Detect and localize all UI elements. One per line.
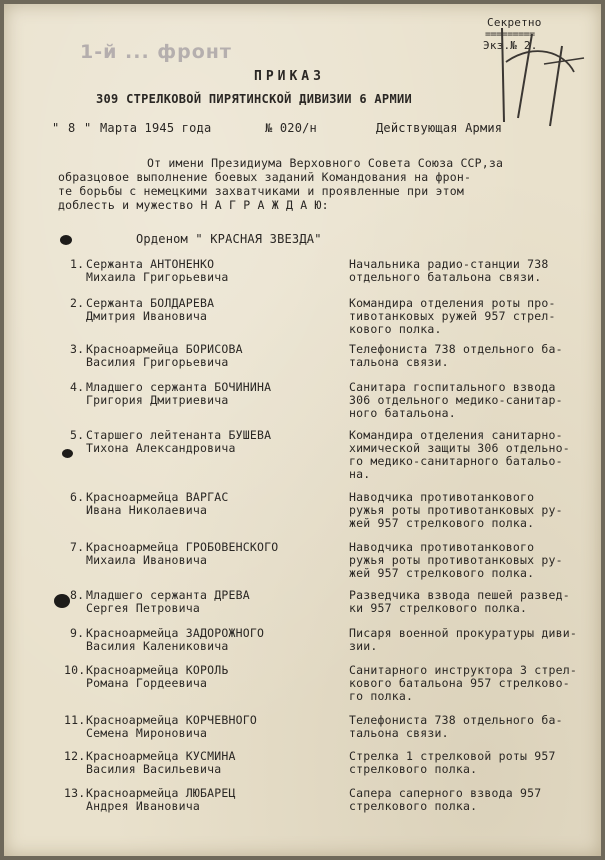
awardee-number: 9. xyxy=(70,626,85,640)
awardee-position-line: Наводчика противотанкового xyxy=(349,490,535,504)
awardee-position-line: Сапера саперного взвода 957 xyxy=(349,786,542,800)
awardee-position-line: Разведчика взвода пешей развед- xyxy=(349,588,570,602)
awardee-position-line: Телефониста 738 отдельного ба- xyxy=(349,342,563,356)
ink-blot xyxy=(62,449,73,458)
awardee-number: 3. xyxy=(70,342,85,356)
intro-line-4: доблесть и мужество Н А Г Р А Ж Д А Ю: xyxy=(58,198,329,212)
awardee-position-line: на. xyxy=(349,467,371,481)
awardee-given-name: Михаила Ивановича xyxy=(86,553,208,567)
awardee-rank-surname: Красноармейца КОРОЛЬ xyxy=(86,663,229,677)
awardee-position-line: жей 957 стрелкового полка. xyxy=(349,516,535,530)
copy-number: Экз.№ 2. xyxy=(483,39,538,52)
document-page xyxy=(4,4,601,856)
intro-line-1: От имени Президиума Верховного Совета Союза ССР,за xyxy=(147,156,504,170)
intro-line-3: те борьбы с немецкими захватчиками и проявленные при этом xyxy=(58,184,465,198)
awardee-position-line: Начальника радио-станции 738 xyxy=(349,257,549,271)
awardee-rank-surname: Сержанта АНТОНЕНКО xyxy=(86,257,215,271)
awardee-rank-surname: Красноармейца ГРОБОВЕНСКОГО xyxy=(86,540,279,554)
awardee-number: 11. xyxy=(64,713,86,727)
awardee-position-line: стрелкового полка. xyxy=(349,799,478,813)
awardee-number: 5. xyxy=(70,428,85,442)
date-quote-close: " xyxy=(84,121,92,135)
awardee-number: 1. xyxy=(70,257,85,271)
awardee-number: 10. xyxy=(64,663,86,677)
order-title: ПРИКАЗ xyxy=(254,69,325,84)
awardee-position-line: тивотанковых ружей 957 стрел- xyxy=(349,309,556,323)
secret-underline: ========= xyxy=(485,29,535,40)
awardee-position-line: тальона связи. xyxy=(349,726,449,740)
army-label: Действующая Армия xyxy=(376,121,503,135)
awardee-rank-surname: Красноармейца ЛЮБАРЕЦ xyxy=(86,786,236,800)
awardee-number: 7. xyxy=(70,540,85,554)
awardee-position-line: ного батальона. xyxy=(349,406,456,420)
order-date: Марта 1945 года xyxy=(100,121,212,135)
awardee-rank-surname: Красноармейца КОРЧЕВНОГО xyxy=(86,713,257,727)
awardee-number: 6. xyxy=(70,490,85,504)
ink-blot xyxy=(60,235,72,245)
awardee-position-line: кового полка. xyxy=(349,322,442,336)
awardee-given-name: Семена Мироновича xyxy=(86,726,208,740)
awardee-position-line: стрелкового полка. xyxy=(349,762,478,776)
awardee-given-name: Василия Васильевича xyxy=(86,762,222,776)
awardee-position-line: зии. xyxy=(349,639,378,653)
awardee-position-line: Командира отделения роты про- xyxy=(349,296,556,310)
awardee-position-line: жей 957 стрелкового полка. xyxy=(349,566,535,580)
award-heading: Орденом " КРАСНАЯ ЗВЕЗДА" xyxy=(136,232,322,246)
awardee-given-name: Василия Григорьевича xyxy=(86,355,229,369)
ink-blot xyxy=(54,594,70,608)
awardee-position-line: тальона связи. xyxy=(349,355,449,369)
awardee-rank-surname: Красноармейца ЗАДОРОЖНОГО xyxy=(86,626,265,640)
order-date-day: 8 xyxy=(68,121,76,135)
awardee-rank-surname: Красноармейца КУСМИНА xyxy=(86,749,236,763)
awardee-number: 13. xyxy=(64,786,86,800)
awardee-rank-surname: Сержанта БОЛДАРЕВА xyxy=(86,296,215,310)
awardee-given-name: Василия Калениковича xyxy=(86,639,229,653)
awardee-rank-surname: Старшего лейтенанта БУШЕВА xyxy=(86,428,272,442)
awardee-position-line: ружья роты противотанковых ру- xyxy=(349,503,563,517)
date-quote-open: " xyxy=(52,121,60,135)
awardee-position-line: Телефониста 738 отдельного ба- xyxy=(349,713,563,727)
secret-label: Секретно xyxy=(487,16,542,29)
awardee-position-line: кового батальона 957 стрелково- xyxy=(349,676,570,690)
awardee-position-line: ки 957 стрелкового полка. xyxy=(349,601,528,615)
awardee-given-name: Тихона Александровича xyxy=(86,441,236,455)
awardee-position-line: го медико-санитарного батальо- xyxy=(349,454,563,468)
awardee-number: 2. xyxy=(70,296,85,310)
awardee-position-line: Писаря военной прокуратуры диви- xyxy=(349,626,577,640)
awardee-rank-surname: Красноармейца ВАРГАС xyxy=(86,490,229,504)
awardee-given-name: Сергея Петровича xyxy=(86,601,200,615)
awardee-position-line: 306 отдельного медико-санитар- xyxy=(349,393,563,407)
awardee-position-line: Командира отделения санитарно- xyxy=(349,428,563,442)
awardee-position-line: го полка. xyxy=(349,689,414,703)
awardee-position-line: Стрелка 1 стрелковой роты 957 xyxy=(349,749,556,763)
awardee-number: 12. xyxy=(64,749,86,763)
intro-line-2: образцовое выполнение боевых заданий Командования на фрон- xyxy=(58,170,472,184)
awardee-given-name: Андрея Ивановича xyxy=(86,799,200,813)
handwritten-mark-icon xyxy=(474,22,601,132)
awardee-given-name: Дмитрия Ивановича xyxy=(86,309,208,323)
awardee-position-line: отдельного батальона связи. xyxy=(349,270,542,284)
awardee-given-name: Ивана Николаевича xyxy=(86,503,208,517)
awardee-given-name: Григория Дмитриевича xyxy=(86,393,229,407)
awardee-position-line: ружья роты противотанковых ру- xyxy=(349,553,563,567)
awardee-number: 8. xyxy=(70,588,85,602)
awardee-rank-surname: Красноармейца БОРИСОВА xyxy=(86,342,243,356)
division-heading: 309 СТРЕЛКОВОЙ ПИРЯТИНСКОЙ ДИВИЗИИ 6 АРМИИ xyxy=(96,92,413,106)
faded-stamp: 1-й ... фронт xyxy=(80,41,232,63)
awardee-position-line: Санитарного инструктора 3 стрел- xyxy=(349,663,577,677)
awardee-given-name: Романа Гордеевича xyxy=(86,676,208,690)
awardee-given-name: Михаила Григорьевича xyxy=(86,270,229,284)
awardee-rank-surname: Младшего сержанта ДРЕВА xyxy=(86,588,250,602)
awardee-position-line: Наводчика противотанкового xyxy=(349,540,535,554)
awardee-rank-surname: Младшего сержанта БОЧИНИНА xyxy=(86,380,272,394)
awardee-position-line: химической защиты 306 отдельно- xyxy=(349,441,570,455)
awardee-number: 4. xyxy=(70,380,85,394)
awardee-position-line: Санитара госпитального взвода xyxy=(349,380,556,394)
order-number: № 020/н xyxy=(265,121,317,135)
